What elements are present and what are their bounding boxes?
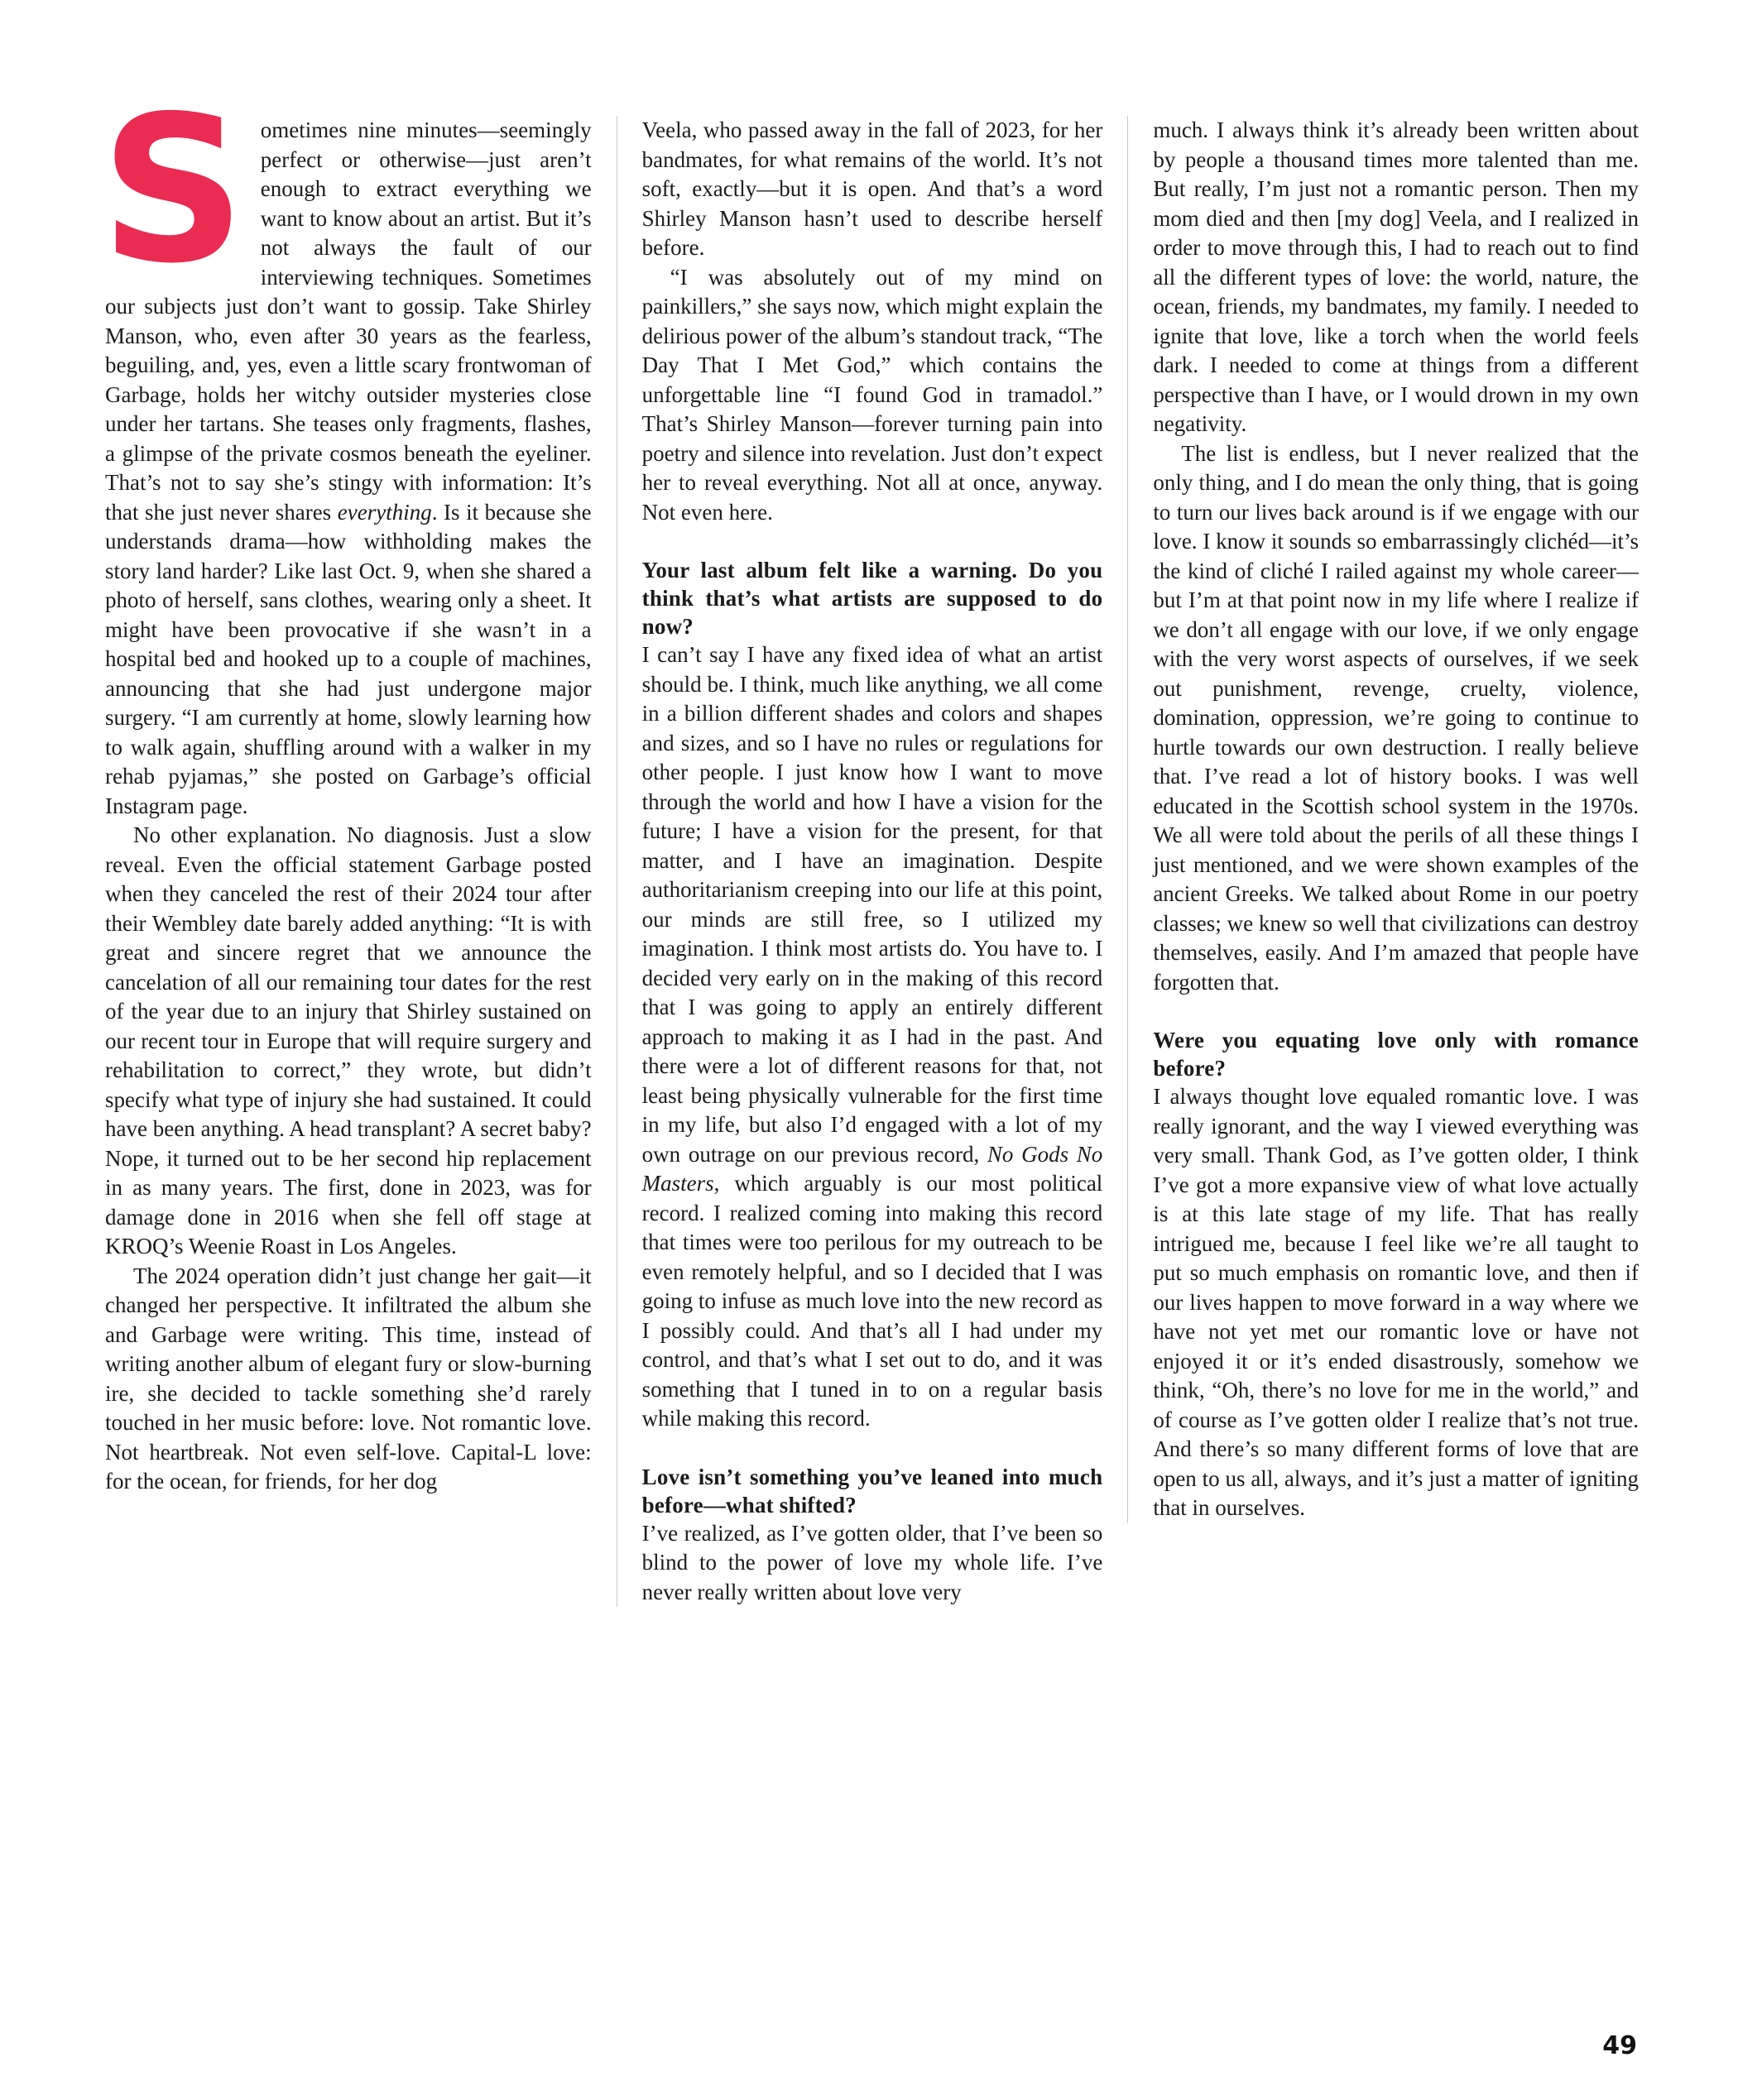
paragraph: I can’t say I have any fixed idea of what an artist should be. I think, much like anything, we all come in a billion different shades and colors and shapes and sizes, and so I have no rules or regulations for other people. I just know how I want to move through the world and how I have a vision for the future; I have a vision for the present, for that matter, and I have an imagination. Despite authoritarianism creeping into our life at this point, our minds are still free, so I utilized my imagination. I think most artists do. You have to. I decided very early on in the making of this record that I was going to apply an entirely different approach to making it as I had in the past. And there were a lot of different reasons for that, not least being physically vulnerable for the first time in my life, but also I’d engaged with a lot of my own outrage on our previous record, No Gods No Masters, which arguably is our most political record. I realized coming into making this record that times were too perilous for my outreach to be even remotely helpful, and so I decided that I was going to infuse as much love into the new record as I possibly could. And that’s all I had under my control, and that’s what I set out to do, and it was something that I tuned in to on a regular basis while making this record. [641, 642, 1103, 1431]
article-column-3 [1127, 116, 1639, 1523]
drop-cap: S [100, 73, 246, 308]
paragraph: No other explanation. No diagnosis. Just a slow reveal. Even the official statement Garbage posted when they canceled the rest of their 2024 tour after their Wembley date barely added anything: “It is with great and sincere regret that we announce the cancelation of all our remaining tour dates for the rest of the year due to an injury that Shirley sustained on our recent tour in Europe that will require surgery and rehabilitation to correct,” they wrote, but didn’t specify what type of injury she had sustained. It could have been anything. A head transplant? A secret baby? Nope, it turned out to be her second hip replacement in as many years. The first, done in 2023, was for damage done in 2016 when she fell off stage at KROQ’s Weenie Roast in Los Angeles. [105, 822, 592, 1259]
paragraph: much. I always think it’s already been written about by people a thousand times more talented than me. But really, I’m just not a romantic person. Then my mom died and then [my dog] Veela, and I realized in order to move through this, I had to reach out to find all the different types of love: the world, nature, the ocean, friends, my bandmates, my family. I needed to ignite that love, like a torch when the world feels dark. I needed to come at things from a different perspective than I have, or I would drown in my own negativity. [1153, 117, 1639, 436]
article-column-1 [100, 73, 617, 1497]
article-columns [100, 73, 1639, 1607]
question-heading: Were you equating love only with romance before? [1153, 1028, 1639, 1081]
question-heading: Love isn’t something you’ve leaned into much before—what shifted? [641, 1464, 1103, 1517]
question-heading: Your last album felt like a warning. Do you think that’s what artists are supposed to do now? [641, 558, 1103, 639]
paragraph: The list is endless, but I never realized that the only thing, and I do mean the only thing, that is going to turn our lives back around is if we engage with our love. I know it sounds so embarrassingly clichéd—it’s the kind of cliché I railed against my whole career—but I’m at that point now in my life where I realize if we don’t all engage with our love, if we only engage with the very worst aspects of ourselves, if we seek out punishment, revenge, cruelty, violence, domination, oppression, we’re going to continue to hurtle towards our own destruction. I really believe that. I’ve read a lot of history books. I was well educated in the Scottish school system in the 1970s. We all were told about the perils of all these things I just mentioned, and we were shown examples of the ancient Greeks. We talked about Rome in our poetry classes; we knew so well that civilizations can destroy themselves, easily. And I’m amazed that people have forgotten that. [1153, 440, 1639, 995]
article-column-2 [617, 116, 1128, 1607]
paragraph: The 2024 operation didn’t just change her gait—it changed her perspective. It infiltrated the album she and Garbage were writing. This time, instead of writing another album of elegant fury or slow-burning ire, she decided to tackle something she’d rarely touched in her music before: love. Not romantic love. Not heartbreak. Not even self-love. Capital-L love: for the ocean, for friends, for her dog [105, 1263, 592, 1493]
paragraph: I’ve realized, as I’ve gotten older, that I’ve been so blind to the power of love my whole life. I’ve never really written about love very [641, 1520, 1103, 1604]
paragraph: “I was absolutely out of my mind on painkillers,” she says now, which might explain the delirious power of the album’s standout track, “The Day That I Met God,” which contains the unforgettable line “I found God in tramadol.” That’s Shirley Manson—forever turning pain into poetry and silence into revelation. Just don’t expect her to reveal everything. Not all at once, anyway. Not even here. [641, 264, 1103, 525]
paragraph: Veela, who passed away in the fall of 2023, for her bandmates, for what remains of the world. It’s not soft, exactly—but it is open. And that’s a word Shirley Manson hasn’t used to describe herself before. [641, 117, 1103, 260]
paragraph: I always thought love equaled romantic love. I was really ignorant, and the way I viewed everything was very small. Thank God, as I’ve gotten older, I think I’ve got a more expansive view of what love actually is at this late stage of my life. That has really intrigued me, because I feel like we’re all taught to put so much emphasis on romantic love, and then if our lives happen to move forward in a way where we have not yet met our romantic love or have not enjoyed it or it’s ended disastrously, somehow we think, “Oh, there’s no love for me in the world,” and of course as I’ve gotten older I realize that’s not true. And there’s so many different forms of love that are open to us all, always, and it’s just a matter of igniting that in ourselves. [1153, 1084, 1639, 1520]
opening-paragraph: Sometimes nine minutes—seemingly perfect or otherwise—just aren’t enough to extract everything we want to know about an artist. But it’s not always the fault of our interviewing techniques. Sometimes our subjects just don’t want to gossip. Take Shirley Manson, who, even after 30 years as the fearless, beguiling, and, yes, even a little scary frontwoman of Garbage, holds her witchy outsider mysteries close under her tartans. She teases only fragments, flashes, a glimpse of the private cosmos beneath the eyeliner. That’s not to say she’s stingy with information: It’s that she just never shares everything. Is it because she understands drama—how withholding makes the story land harder? Like last Oct. 9, when she shared a photo of herself, sans clothes, wearing only a sheet. It might have been provocative if she wasn’t in a hospital bed and hooked up to a couple of machines, announcing that she had just undergone major surgery. “I am currently at home, slowly learning how to walk again, shuffling around with a walker in my rehab pyjamas,” she posted on Garbage’s official Instagram page. [100, 73, 592, 818]
page-number: 49 [1602, 2031, 1637, 2060]
